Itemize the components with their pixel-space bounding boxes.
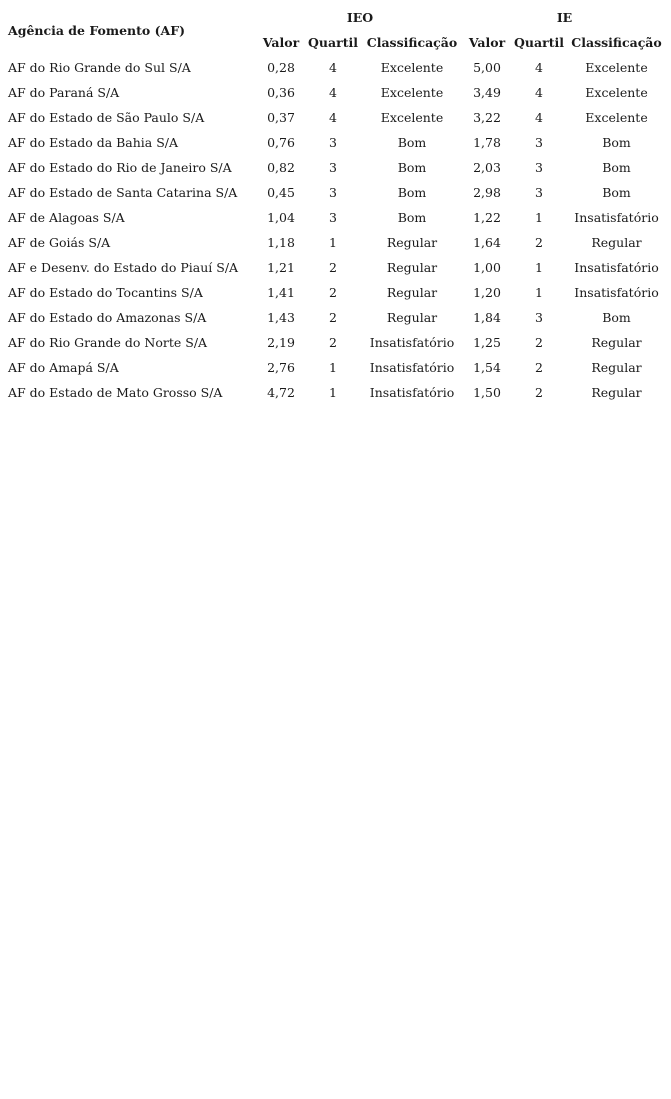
ieo-valor-cell: 0,76: [267, 135, 295, 150]
agency-name-cell: AF do Rio Grande do Sul S/A: [8, 60, 191, 75]
ie-classificacao-cell: Regular: [591, 235, 642, 250]
ie-classificacao-cell: Regular: [591, 360, 642, 375]
table-body: [4, 55, 666, 405]
ie-valor-cell: 1,20: [473, 285, 501, 300]
ieo-classificacao-cell: Regular: [386, 310, 438, 325]
ieo-classificacao-cell: Bom: [397, 160, 427, 175]
agency-name-cell: AF de Goiás S/A: [8, 235, 111, 250]
ieo-quartil-cell: 3: [329, 210, 337, 225]
table-row: [4, 330, 666, 355]
ieo-quartil-cell: 2: [329, 285, 337, 300]
ie-group-header: IE: [556, 10, 573, 25]
ie-quartil-cell: 2: [535, 385, 543, 400]
ie-valor-header: Valor: [468, 35, 506, 50]
ie-classificacao-cell: Bom: [602, 160, 631, 175]
agency-name-cell: AF do Estado do Rio de Janeiro S/A: [8, 160, 232, 175]
ie-classificacao-cell: Excelente: [585, 110, 648, 125]
ieo-quartil-cell: 1: [329, 385, 337, 400]
ieo-classificacao-cell: Bom: [397, 185, 427, 200]
ieo-quartil-cell: 4: [329, 110, 337, 125]
ie-quartil-cell: 2: [535, 235, 543, 250]
ieo-classificacao-cell: Excelente: [380, 85, 444, 100]
ieo-classificacao-header: Classificação: [366, 35, 458, 50]
agency-name-cell: AF do Estado de Mato Grosso S/A: [8, 385, 223, 400]
ieo-quartil-cell: 2: [329, 310, 337, 325]
ie-classificacao-cell: Insatisfatório: [574, 210, 659, 225]
table-row: [4, 180, 666, 205]
ieo-valor-cell: 0,28: [267, 60, 295, 75]
table-row: [4, 280, 666, 305]
table-row: [4, 55, 666, 80]
ie-valor-cell: 2,98: [473, 185, 501, 200]
agency-name-cell: AF do Rio Grande do Norte S/A: [8, 335, 208, 350]
ie-quartil-cell: 3: [535, 310, 543, 325]
table-row: [4, 255, 666, 280]
table-row: [4, 80, 666, 105]
ie-valor-cell: 1,54: [473, 360, 501, 375]
ie-valor-cell: 3,22: [473, 110, 501, 125]
agency-name-cell: AF de Alagoas S/A: [8, 210, 125, 225]
ieo-quartil-cell: 3: [329, 160, 337, 175]
ieo-valor-cell: 1,04: [267, 210, 295, 225]
ie-classificacao-header: Classificação: [571, 35, 662, 50]
agency-ranking-table: [4, 5, 666, 405]
ie-quartil-cell: 1: [535, 260, 543, 275]
ie-classificacao-cell: Regular: [591, 335, 642, 350]
table-row: [4, 230, 666, 255]
ie-valor-cell: 1,50: [473, 385, 501, 400]
agency-name-cell: AF do Estado de Santa Catarina S/A: [8, 185, 238, 200]
ie-valor-cell: 1,64: [473, 235, 501, 250]
ieo-quartil-cell: 2: [329, 260, 337, 275]
ie-classificacao-cell: Bom: [602, 135, 631, 150]
header-group-row: [4, 5, 666, 30]
table-row: [4, 130, 666, 155]
ie-valor-cell: 1,22: [473, 210, 501, 225]
agency-name-cell: AF do Estado do Tocantins S/A: [8, 285, 203, 300]
ie-quartil-cell: 1: [535, 285, 543, 300]
ie-classificacao-cell: Excelente: [585, 85, 648, 100]
agency-name-cell: AF e Desenv. do Estado do Piauí S/A: [8, 260, 239, 275]
ie-valor-cell: 1,00: [473, 260, 501, 275]
ie-classificacao-cell: Bom: [602, 310, 631, 325]
agency-column-header: Agência de Fomento (AF): [8, 22, 185, 38]
ie-quartil-cell: 2: [535, 335, 543, 350]
agency-name-cell: AF do Amapá S/A: [8, 360, 119, 375]
ieo-classificacao-cell: Insatisfatório: [369, 385, 455, 400]
ieo-valor-header: Valor: [262, 35, 300, 50]
ieo-valor-cell: 1,41: [267, 285, 295, 300]
ieo-classificacao-cell: Bom: [397, 135, 427, 150]
table-row: [4, 155, 666, 180]
ieo-quartil-header: Quartil: [308, 35, 358, 50]
ie-valor-cell: 5,00: [473, 60, 501, 75]
ieo-classificacao-cell: Excelente: [380, 110, 444, 125]
ieo-valor-cell: 1,43: [267, 310, 295, 325]
table-row: [4, 380, 666, 405]
agency-name-cell: AF do Estado da Bahia S/A: [8, 135, 179, 150]
ieo-quartil-cell: 4: [329, 85, 337, 100]
ieo-quartil-cell: 3: [329, 135, 337, 150]
ie-quartil-cell: 3: [535, 160, 543, 175]
ie-quartil-cell: 1: [535, 210, 543, 225]
ie-valor-cell: 2,03: [473, 160, 501, 175]
agency-name-cell: AF do Estado de São Paulo S/A: [8, 110, 205, 125]
ie-valor-cell: 1,25: [473, 335, 501, 350]
table-row: [4, 355, 666, 380]
ieo-group-header: IEO: [346, 10, 374, 25]
ieo-classificacao-cell: Excelente: [380, 60, 444, 75]
ie-classificacao-cell: Excelente: [585, 60, 648, 75]
ieo-quartil-cell: 4: [329, 60, 337, 75]
ie-quartil-cell: 3: [535, 135, 543, 150]
ie-quartil-cell: 4: [535, 85, 543, 100]
table-row: [4, 105, 666, 130]
ieo-classificacao-cell: Regular: [386, 285, 438, 300]
ie-classificacao-cell: Regular: [591, 385, 642, 400]
ie-quartil-cell: 4: [535, 110, 543, 125]
ieo-classificacao-cell: Regular: [386, 235, 438, 250]
ieo-valor-cell: 1,18: [267, 235, 295, 250]
ieo-classificacao-cell: Bom: [397, 210, 427, 225]
ie-classificacao-cell: Insatisfatório: [574, 260, 659, 275]
ieo-quartil-cell: 1: [329, 360, 337, 375]
ieo-valor-cell: 0,82: [267, 160, 295, 175]
ie-quartil-cell: 3: [535, 185, 543, 200]
ieo-classificacao-cell: Regular: [386, 260, 438, 275]
agency-name-cell: AF do Estado do Amazonas S/A: [8, 310, 207, 325]
ieo-valor-cell: 2,76: [267, 360, 295, 375]
ieo-quartil-cell: 1: [329, 235, 337, 250]
ie-quartil-cell: 2: [535, 360, 543, 375]
ieo-valor-cell: 0,36: [267, 85, 295, 100]
ie-quartil-cell: 4: [535, 60, 543, 75]
table-row: [4, 305, 666, 330]
table-row: [4, 205, 666, 230]
ie-classificacao-cell: Insatisfatório: [574, 285, 659, 300]
ieo-valor-cell: 0,45: [267, 185, 295, 200]
ieo-classificacao-cell: Insatisfatório: [369, 335, 455, 350]
ie-valor-cell: 1,84: [473, 310, 501, 325]
ieo-classificacao-cell: Insatisfatório: [369, 360, 455, 375]
ieo-valor-cell: 4,72: [267, 385, 295, 400]
agency-name-cell: AF do Paraná S/A: [8, 85, 120, 100]
ieo-quartil-cell: 3: [329, 185, 337, 200]
ie-classificacao-cell: Bom: [602, 185, 631, 200]
ieo-valor-cell: 1,21: [267, 260, 295, 275]
ieo-quartil-cell: 2: [329, 335, 337, 350]
table-header: [4, 5, 666, 55]
ie-valor-cell: 3,49: [473, 85, 501, 100]
ie-valor-cell: 1,78: [473, 135, 501, 150]
ie-quartil-header: Quartil: [514, 35, 564, 50]
ieo-valor-cell: 0,37: [267, 110, 295, 125]
ieo-valor-cell: 2,19: [267, 335, 295, 350]
